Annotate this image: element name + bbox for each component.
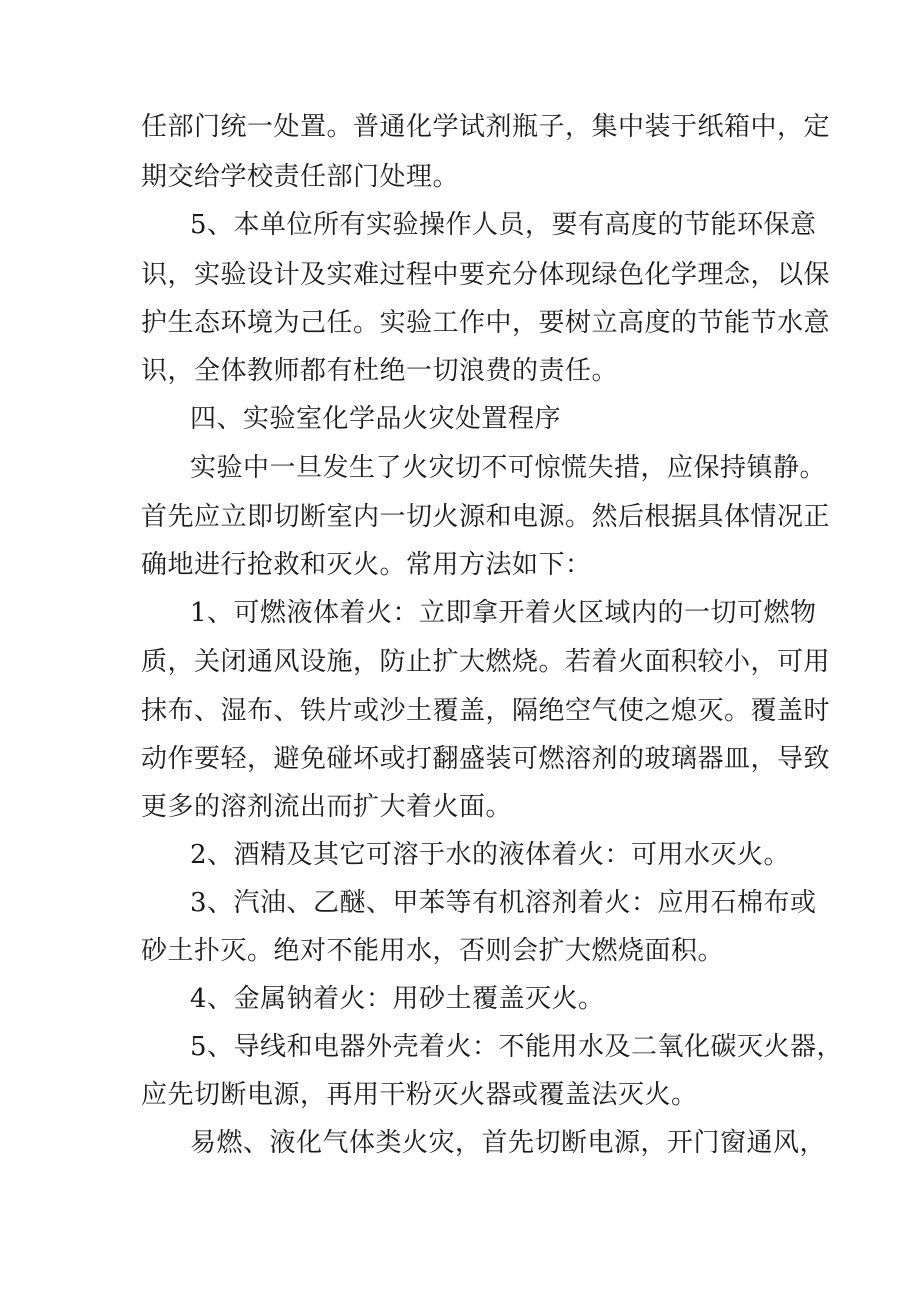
text-line: 识，实验设计及实难过程中要充分体现绿色化学理念，以保	[141, 260, 831, 290]
list-item-5-start: 5、导线和电器外壳着火：不能用水及二氧化碳灭火器，	[190, 1032, 844, 1062]
text-line: 护生态环境为己任。实验工作中，要树立高度的节能节水意	[141, 308, 831, 338]
section-heading: 四、实验室化学品火灾处置程序	[190, 404, 562, 434]
text-line: 砂土扑灭。绝对不能用水，否则会扩大燃烧面积。	[141, 936, 725, 966]
list-item-2: 2、酒精及其它可溶于水的液体着火：可用水灭火。	[190, 840, 791, 870]
text-line: 抹布、湿布、铁片或沙土覆盖，隔绝空气使之熄灭。覆盖时	[141, 696, 831, 726]
text-line: 首先应立即切断室内一切火源和电源。然后根据具体情况正	[141, 502, 831, 532]
text-line: 任部门统一处置。普通化学试剂瓶子，集中装于纸箱中，定	[141, 112, 831, 142]
text-line: 质，关闭通风设施，防止扩大燃烧。若着火面积较小，可用	[141, 647, 831, 677]
text-line: 确地进行抢救和灭火。常用方法如下：	[141, 550, 592, 580]
list-item-4: 4、金属钠着火：用砂土覆盖灭火。	[190, 984, 605, 1014]
text-line: 更多的溶剂流出而扩大着火面。	[141, 792, 513, 822]
text-line: 期交给学校责任部门处理。	[141, 162, 460, 192]
text-line: 动作要轻，避免碰坏或打翻盛装可燃溶剂的玻璃器皿，导致	[141, 744, 831, 774]
text-line: 识，全体教师都有杜绝一切浪费的责任。	[141, 356, 619, 386]
list-item-3-start: 3、汽油、乙醚、甲苯等有机溶剂着火：应用石棉布或	[190, 888, 817, 918]
paragraph-start: 实验中一旦发生了火灾切不可惊慌失措，应保持镇静。	[190, 453, 827, 483]
text-line: 应先切断电源，再用干粉灭火器或覆盖法灭火。	[141, 1080, 698, 1110]
paragraph-start: 易燃、液化气体类火灾，首先切断电源，开门窗通风，	[190, 1128, 827, 1158]
paragraph-item-5-start: 5、本单位所有实验操作人员，要有高度的节能环保意	[190, 210, 817, 240]
list-item-1-start: 1、可燃液体着火：立即拿开着火区域内的一切可燃物	[190, 598, 817, 628]
